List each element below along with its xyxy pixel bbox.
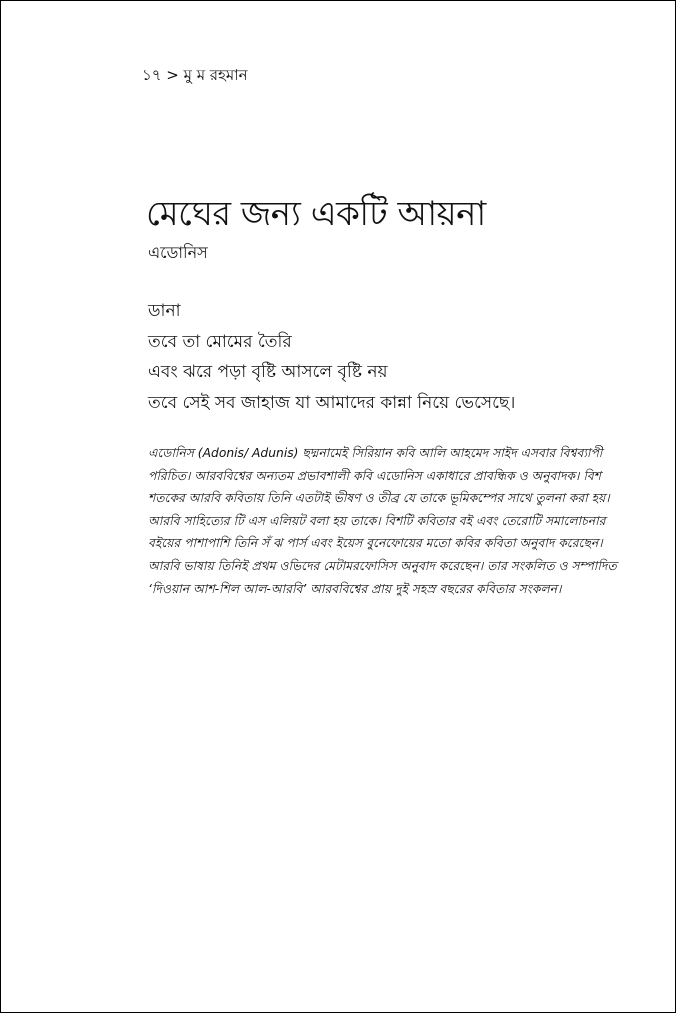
poem-title: মেঘের জন্য একটি আয়না	[146, 194, 486, 234]
poem-line: এবং ঝরে পড়া বৃষ্টি আসলে বৃষ্টি নয়	[148, 362, 388, 382]
poem-line: তবে তা মোমের তৈরি	[148, 332, 292, 352]
poem-line: ডানা	[148, 301, 181, 321]
running-header: ১৭ > মু ম রহমান	[142, 66, 248, 84]
poem-line: তবে সেই সব জাহাজ যা আমাদের কান্না নিয়ে ভেসেছে।	[148, 393, 516, 413]
author-note: এডোনিস (Adonis/ Adunis) ছদ্মনামেই সিরিয়ান কবি আলি আহমেদ সাইদ এসবার বিশ্বব্যাপী পরিচিত। আরববিশ্বের অন্যতম প্রভাবশালী কবি এডোনিস একাধারে প্রাবন্ধিক ও অনুবাদক। বিশ শতকের আরবি কবিতায় তিনি এতটাই ভীষণ ও তীব্র যে তাকে ভূমিকম্পের সাথে তুলনা করা হয়। আরবি সাহিত্যের টি এস এলিয়ট বলা হয় তাকে। বিশটি কবিতার বই এবং তেরোটি সমালোচনার বইয়ের পাশাপাশি তিনি সঁ ঝ পার্স এবং ইয়েস বুনেফোয়ের মতো কবির কবিতা অনুবাদ করেছেন। আরবি ভাষায় তিনিই প্রথম ওভিদের মেটামরফোসিস অনুবাদ করেছেন। তার সংকলিত ও সম্পাদিত ‘দিওয়ান আশ-শিল আল-আরবি’ আরববিশ্বের প্রায় দুই সহস্র বছরের কবিতার সংকলন।	[148, 446, 617, 596]
poem-author: এডোনিস	[148, 243, 208, 262]
